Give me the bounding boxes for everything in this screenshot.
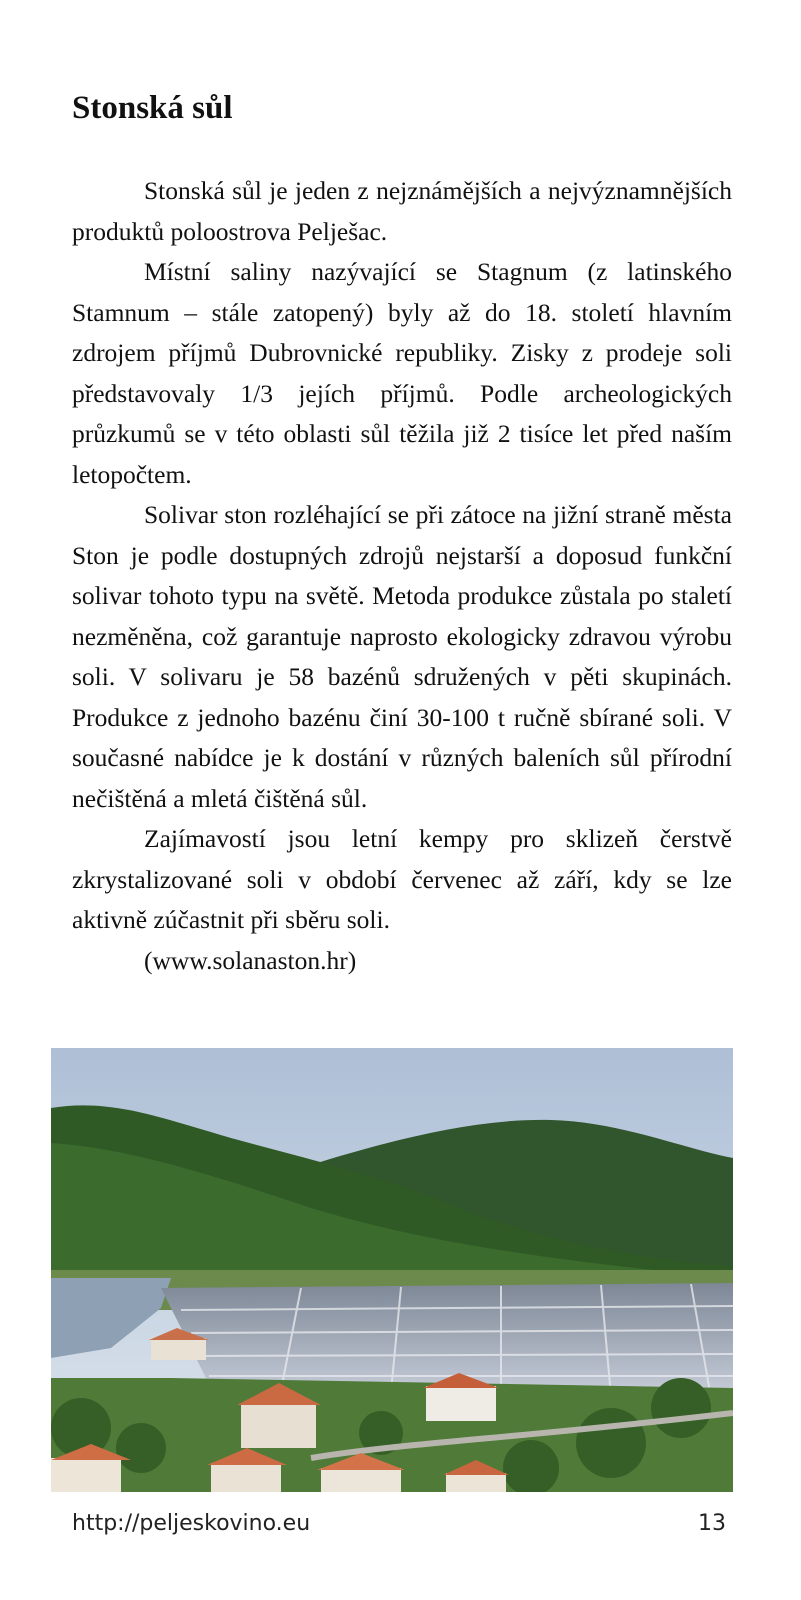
paragraph-source: (www.solanaston.hr) xyxy=(144,945,357,975)
footer-url: http://peljeskovino.eu xyxy=(72,1511,311,1536)
article-body xyxy=(72,171,732,981)
paragraph-summer-camps: Zajímavostí jsou letní kempy pro sklizeň čerstvě zkrystalizované soli v období červenec až září, kdy se lze aktivně zúčastnit při sběru soli. xyxy=(72,824,732,934)
saltworks-photo xyxy=(51,1048,733,1492)
paragraph-history: Místní saliny nazývající se Stagnum (z latinského Stamnum – stále zatopený) byly až do 18. století hlavním zdrojem příjmů Dubrovnické republiky. Zisky z prodeje soli představovaly 1/3 jejích příjmů. Podle archeologických průzkumů se v této oblasti sůl těžila již 2 tisíce let před naším letopočtem. xyxy=(72,257,732,489)
paragraph-intro: Stonská sůl je jeden z nejznámějších a nejvýznamnějších produktů poloostrova Pelješac. xyxy=(72,176,732,246)
paragraph-saltworks: Solivar ston rozléhající se při zátoce na jižní straně města Ston je podle dostupných zdrojů nejstarší a doposud funkční solivar tohoto typu na světě. Metoda produkce zůstala po staletí nezměněna, což garantuje naprosto ekologicky zdravou výrobu soli. V solivaru je 58 bazénů sdružených v pěti skupinách. Produkce z jednoho bazénu činí 30-100 t ručně sbírané soli. V současné nabídce je k dostání v různých baleních sůl přírodní nečištěná a mletá čištěná sůl. xyxy=(72,500,732,813)
page-title: Stonská sůl xyxy=(72,90,233,126)
page-number: 13 xyxy=(698,1511,726,1536)
